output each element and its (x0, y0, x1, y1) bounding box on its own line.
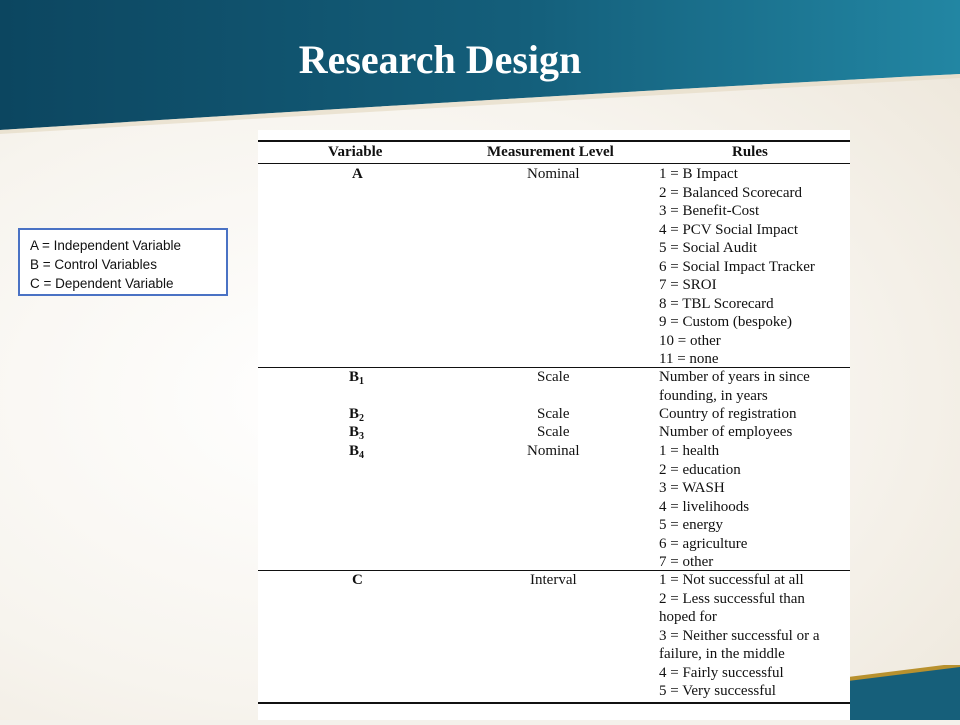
rules-b3: Number of employees (659, 424, 793, 440)
rule-line: 6 = agriculture (659, 535, 748, 552)
rule-line: 5 = Very successful (659, 683, 776, 699)
variable-b2: $B_2$ (349, 406, 365, 424)
table-bottom-rule (258, 702, 850, 704)
rule-line: 1 = B Impact (659, 166, 738, 182)
level-b3: Scale (537, 424, 570, 440)
legend-line-c: C = Dependent Variable (30, 276, 174, 291)
rule-line: Number of years in since (659, 369, 810, 385)
rules-b2: Country of registration (659, 406, 797, 422)
variable-b3: $B_3$ (349, 424, 365, 442)
rule-line: 3 = Benefit-Cost (659, 203, 760, 219)
research-design-table (258, 130, 850, 720)
rules-a (659, 165, 815, 369)
legend-line-a: A = Independent Variable (30, 238, 181, 253)
rule-line: 6 = Social Impact Tracker (659, 258, 815, 275)
header-rule (258, 163, 850, 164)
rule-line: 2 = Balanced Scorecard (659, 184, 802, 201)
rule-line: failure, in the middle (659, 646, 785, 662)
level-b2: Scale (537, 406, 570, 422)
rule-line: 3 = Neither successful or a (659, 627, 820, 644)
rule-line: 9 = Custom (bespoke) (659, 314, 793, 330)
rule-line: 5 = energy (659, 517, 723, 533)
level-b4: Nominal (527, 443, 580, 459)
level-b1: Scale (537, 369, 570, 385)
header-variable: Variable (328, 144, 383, 160)
rule-line: 11 = none (659, 351, 719, 367)
rule-line: 3 = WASH (659, 480, 725, 496)
slide-title: Research Design (298, 37, 582, 82)
rule-line: 1 = Not successful at all (659, 572, 804, 588)
variable-legend (18, 228, 228, 296)
rule-line: 2 = education (659, 461, 741, 478)
table-top-rule (258, 140, 850, 142)
rule-line: founding, in years (659, 387, 768, 404)
level-a: Nominal (527, 166, 580, 182)
rule-line: 10 = other (659, 332, 721, 349)
rule-line: 7 = SROI (659, 277, 717, 293)
variable-a: A (352, 166, 363, 182)
rule-line: 5 = Social Audit (659, 240, 758, 256)
variable-b1: $B_1$ (349, 369, 365, 387)
rule-line: hoped for (659, 609, 717, 625)
header-rules: Rules (732, 144, 768, 160)
legend-line-b: B = Control Variables (30, 257, 157, 272)
header-measurement-level: Measurement Level (487, 144, 614, 160)
rule-line: 2 = Less successful than (659, 590, 805, 607)
rules-c (659, 571, 820, 701)
variable-c: C (352, 572, 363, 588)
rule-line: 7 = other (659, 554, 714, 570)
rule-line: 4 = livelihoods (659, 498, 750, 515)
rule-line: 1 = health (659, 443, 720, 459)
rules-b4 (659, 442, 749, 572)
corner-decoration (848, 665, 960, 720)
variable-b4: $B_4$ (349, 443, 365, 461)
rules-b1 (659, 368, 810, 405)
level-c: Interval (530, 572, 577, 588)
rule-line: 4 = PCV Social Impact (659, 221, 799, 238)
rule-line: 4 = Fairly successful (659, 664, 784, 681)
rule-line: 8 = TBL Scorecard (659, 295, 774, 312)
